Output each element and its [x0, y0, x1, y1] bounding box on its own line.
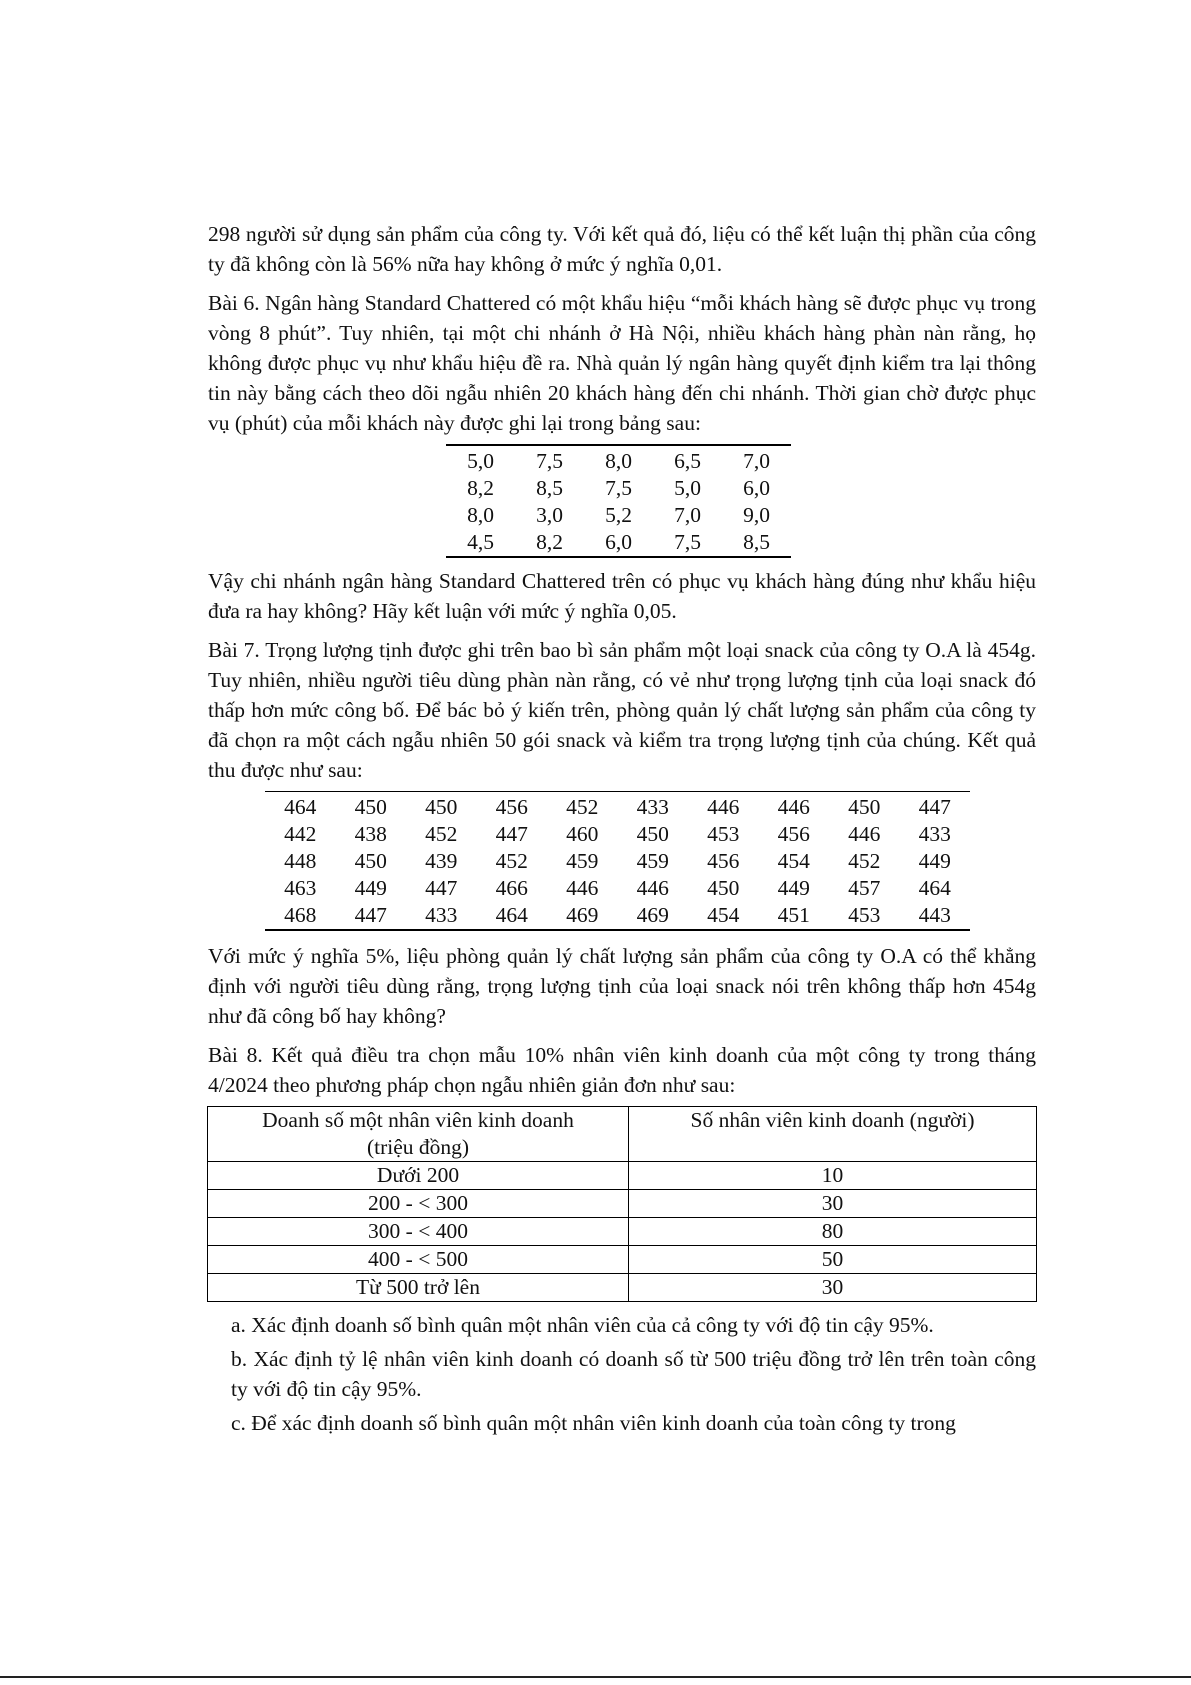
waiting-time-table-wrap — [208, 444, 1036, 558]
waiting-time-cell: 7,0 — [674, 503, 701, 527]
waiting-time-cell: 8,2 — [467, 476, 494, 500]
snack-weight-cell: 459 — [636, 849, 669, 873]
sales-header-col1 — [208, 1107, 629, 1162]
snack-weight-cell: 453 — [848, 903, 881, 927]
snack-weight-cell: 459 — [566, 849, 599, 873]
snack-weight-cell: 450 — [425, 795, 458, 819]
sales-range-cell: 300 - < 400 — [208, 1218, 629, 1246]
snack-weight-cell: 450 — [354, 795, 387, 819]
page-bottom-rule — [0, 1676, 1191, 1678]
snack-weight-cell: 433 — [636, 795, 669, 819]
waiting-time-row — [446, 529, 791, 557]
bai7-question: Với mức ý nghĩa 5%, liệu phòng quản lý chất lượng sản phẩm của công ty O.A có thể khẳng định với người tiêu dùng rằng, trọng lượng tịnh của loại snack nói trên không thấp hơn 454g như đã công bố hay không? — [208, 944, 1036, 1028]
snack-weight-cell: 450 — [848, 795, 881, 819]
snack-weight-cell: 448 — [284, 849, 317, 873]
snack-weight-cell: 463 — [284, 876, 317, 900]
sales-table-wrap — [208, 1106, 1036, 1302]
snack-weight-cell: 464 — [495, 903, 528, 927]
waiting-time-cell: 5,0 — [467, 449, 494, 473]
snack-weight-row — [265, 792, 970, 822]
sales-table-row — [208, 1274, 1037, 1302]
sales-table-row — [208, 1190, 1037, 1218]
waiting-time-row — [446, 475, 791, 502]
waiting-time-cell: 3,0 — [536, 503, 563, 527]
sales-header-col1-line1: Doanh số một nhân viên kinh doanh — [262, 1108, 574, 1132]
bai8-paragraph: Bài 8. Kết quả điều tra chọn mẫu 10% nhân viên kinh doanh của một công ty trong tháng 4/2024 theo phương pháp chọn ngẫu nhiên giản đơn như sau: — [208, 1043, 1036, 1097]
snack-weight-cell: 439 — [425, 849, 458, 873]
waiting-time-row — [446, 445, 791, 475]
page-content — [208, 219, 1036, 1442]
snack-weight-cell: 456 — [707, 849, 740, 873]
snack-weight-cell: 456 — [777, 822, 810, 846]
snack-weight-cell: 446 — [777, 795, 810, 819]
snack-weight-cell: 452 — [848, 849, 881, 873]
waiting-time-cell: 7,0 — [743, 449, 770, 473]
snack-weight-cell: 469 — [636, 903, 669, 927]
snack-weight-table-wrap — [208, 791, 1036, 931]
bai8-item-a: a. Xác định doanh số bình quân một nhân viên của cả công ty với độ tin cậy 95%. — [231, 1313, 934, 1337]
snack-weight-cell: 457 — [848, 876, 881, 900]
snack-weight-cell: 446 — [707, 795, 740, 819]
waiting-time-cell: 8,5 — [743, 530, 770, 554]
snack-weight-cell: 453 — [707, 822, 740, 846]
waiting-time-cell: 5,0 — [674, 476, 701, 500]
snack-weight-cell: 446 — [636, 876, 669, 900]
snack-weight-cell: 446 — [566, 876, 599, 900]
sales-table-row — [208, 1218, 1037, 1246]
snack-weight-cell: 449 — [918, 849, 951, 873]
snack-weight-cell: 464 — [284, 795, 317, 819]
snack-weight-cell: 447 — [354, 903, 387, 927]
bai8-item-b: b. Xác định tỷ lệ nhân viên kinh doanh có doanh số từ 500 triệu đồng trở lên trên toàn công ty với độ tin cậy 95%. — [231, 1347, 1036, 1401]
waiting-time-cell: 7,5 — [674, 530, 701, 554]
waiting-time-cell: 8,2 — [536, 530, 563, 554]
snack-weight-row — [265, 902, 970, 930]
snack-weight-cell: 449 — [354, 876, 387, 900]
bai6-question: Vậy chi nhánh ngân hàng Standard Chattered trên có phục vụ khách hàng đúng như khẩu hiệu đưa ra hay không? Hãy kết luận với mức ý nghĩa 0,05. — [208, 569, 1036, 623]
snack-weight-cell: 443 — [918, 903, 951, 927]
snack-weight-cell: 460 — [566, 822, 599, 846]
sales-table — [207, 1106, 1037, 1302]
waiting-time-cell: 7,5 — [605, 476, 632, 500]
snack-weight-cell: 464 — [918, 876, 951, 900]
waiting-time-cell: 8,0 — [605, 449, 632, 473]
bai7-paragraph: Bài 7. Trọng lượng tịnh được ghi trên bao bì sản phẩm một loại snack của công ty O.A là 454g. Tuy nhiên, nhiều người tiêu dùng phàn nàn rằng, có vẻ như trọng lượng tịnh của loại snack đó thấp hơn mức công bố. Để bác bỏ ý kiến trên, phòng quản lý chất lượng sản phẩm của công ty đã chọn ra một cách ngẫu nhiên 50 gói snack và kiểm tra trọng lượng tịnh của chúng. Kết quả thu được như sau: — [208, 638, 1036, 782]
sales-count-cell: 30 — [629, 1190, 1037, 1218]
waiting-time-cell: 8,5 — [536, 476, 563, 500]
waiting-time-cell: 5,2 — [605, 503, 632, 527]
sales-count-cell: 50 — [629, 1246, 1037, 1274]
waiting-time-cell: 6,0 — [605, 530, 632, 554]
sales-table-row — [208, 1162, 1037, 1190]
snack-weight-cell: 449 — [777, 876, 810, 900]
snack-weight-row — [265, 875, 970, 902]
snack-weight-cell: 466 — [495, 876, 528, 900]
snack-weight-cell: 450 — [707, 876, 740, 900]
snack-weight-cell: 456 — [495, 795, 528, 819]
snack-weight-cell: 433 — [918, 822, 951, 846]
snack-weight-cell: 447 — [495, 822, 528, 846]
snack-weight-cell: 447 — [918, 795, 951, 819]
waiting-time-table — [446, 444, 791, 558]
sales-table-header-row — [208, 1107, 1037, 1162]
waiting-time-cell: 8,0 — [467, 503, 494, 527]
snack-weight-cell: 452 — [566, 795, 599, 819]
sales-count-cell: 10 — [629, 1162, 1037, 1190]
sales-range-cell: 400 - < 500 — [208, 1246, 629, 1274]
snack-weight-cell: 451 — [777, 903, 810, 927]
sales-range-cell: Dưới 200 — [208, 1162, 629, 1190]
snack-weight-row — [265, 848, 970, 875]
snack-weight-cell: 433 — [425, 903, 458, 927]
sales-range-cell: 200 - < 300 — [208, 1190, 629, 1218]
snack-weight-cell: 452 — [495, 849, 528, 873]
waiting-time-cell: 9,0 — [743, 503, 770, 527]
snack-weight-cell: 446 — [848, 822, 881, 846]
sales-header-col2: Số nhân viên kinh doanh (người) — [629, 1107, 1037, 1162]
snack-weight-cell: 454 — [777, 849, 810, 873]
snack-weight-cell: 452 — [425, 822, 458, 846]
bai6-paragraph: Bài 6. Ngân hàng Standard Chattered có một khẩu hiệu “mỗi khách hàng sẽ được phục vụ trong vòng 8 phút”. Tuy nhiên, tại một chi nhánh ở Hà Nội, nhiều khách hàng phàn nàn rằng, họ không được phục vụ như khẩu hiệu đề ra. Nhà quản lý ngân hàng quyết định kiểm tra lại thông tin này bằng cách theo dõi ngẫu nhiên 20 khách hàng đến chi nhánh. Thời gian chờ được phục vụ (phút) của mỗi khách này được ghi lại trong bảng sau: — [208, 291, 1036, 435]
snack-weight-cell: 450 — [636, 822, 669, 846]
snack-weight-table — [265, 791, 970, 931]
snack-weight-cell: 438 — [354, 822, 387, 846]
sales-range-cell: Từ 500 trở lên — [208, 1274, 629, 1302]
sales-header-col1-line2: (triệu đồng) — [366, 1135, 470, 1159]
waiting-time-cell: 4,5 — [467, 530, 494, 554]
snack-weight-cell: 468 — [284, 903, 317, 927]
snack-weight-row — [265, 821, 970, 848]
waiting-time-cell: 6,5 — [674, 449, 701, 473]
snack-weight-cell: 450 — [354, 849, 387, 873]
snack-weight-cell: 469 — [566, 903, 599, 927]
snack-weight-cell: 442 — [284, 822, 317, 846]
sales-count-cell: 30 — [629, 1274, 1037, 1302]
snack-weight-cell: 447 — [425, 876, 458, 900]
bai8-item-c: c. Để xác định doanh số bình quân một nhân viên kinh doanh của toàn công ty trong — [231, 1411, 956, 1435]
waiting-time-row — [446, 502, 791, 529]
waiting-time-cell: 7,5 — [536, 449, 563, 473]
intro-paragraph: 298 người sử dụng sản phẩm của công ty. Với kết quả đó, liệu có thể kết luận thị phần của công ty đã không còn là 56% nữa hay không ở mức ý nghĩa 0,01. — [208, 222, 1036, 276]
sales-count-cell: 80 — [629, 1218, 1037, 1246]
sales-table-row — [208, 1246, 1037, 1274]
waiting-time-cell: 6,0 — [743, 476, 770, 500]
snack-weight-cell: 454 — [707, 903, 740, 927]
